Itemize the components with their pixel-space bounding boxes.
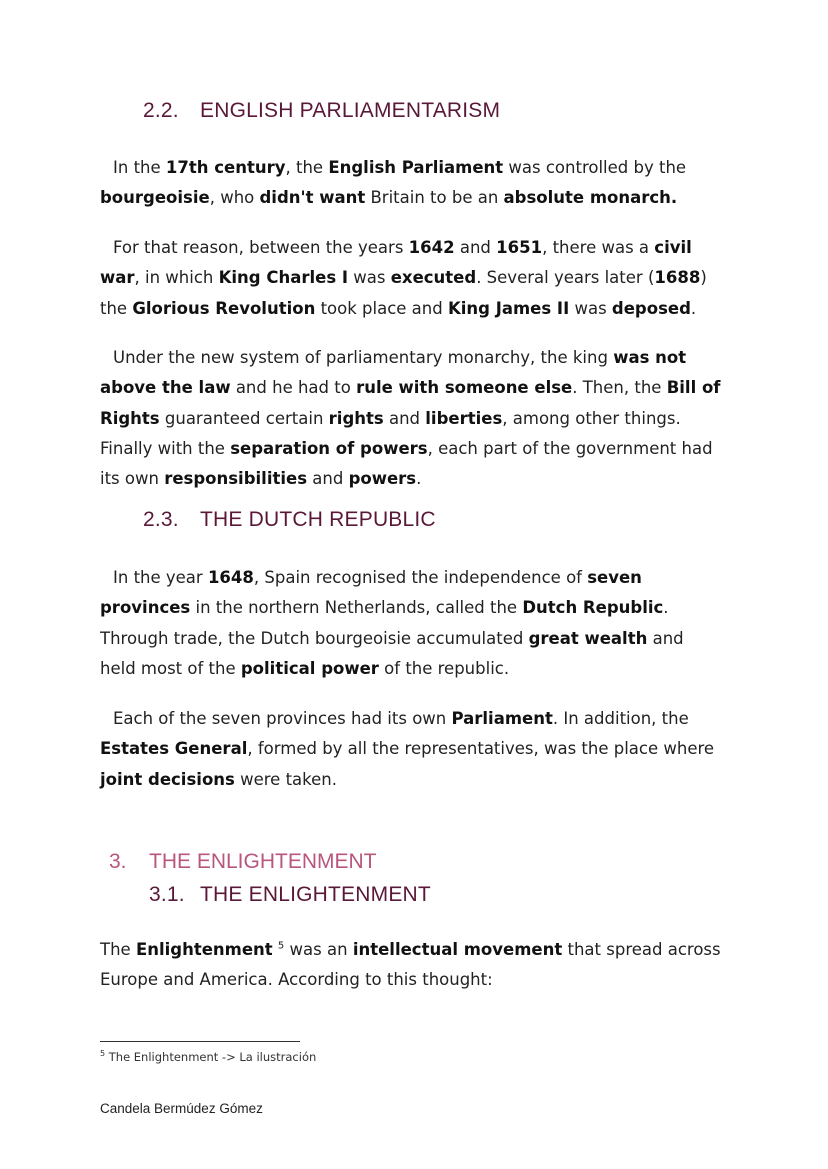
footnote-text: The Enlightenment -> La ilustración bbox=[105, 1050, 317, 1064]
bold-term: Estates General bbox=[100, 739, 248, 759]
bold-term: Parliament bbox=[451, 709, 553, 728]
footnote bbox=[100, 1050, 316, 1064]
bold-term: Dutch Republic bbox=[522, 598, 664, 618]
bold-term: 1642 bbox=[408, 238, 455, 257]
section-heading-dutch-republic bbox=[143, 508, 436, 532]
chapter-number: 3. bbox=[109, 850, 127, 873]
bold-term: absolute monarch. bbox=[503, 188, 678, 208]
bold-term: intellectual movement bbox=[352, 940, 563, 959]
footnote-mark: 5 bbox=[100, 1049, 106, 1059]
bold-term: Enlightenment bbox=[135, 940, 273, 959]
section-number: 3.1. bbox=[149, 883, 185, 906]
bold-term: rule with someone else bbox=[356, 378, 573, 398]
bold-term: King Charles I bbox=[218, 268, 349, 288]
bold-term: executed bbox=[390, 268, 477, 288]
section-title: THE ENLIGHTENMENT bbox=[200, 883, 431, 906]
bold-term: deposed bbox=[611, 298, 691, 318]
paragraph: In the year 1648, Spain recognised the independence of seven provinces in the northern Netherlands, called the Dutch Republic. Through trade, the Dutch bourgeoisie accumulated great wealth and held most of the political power of the republic. bbox=[100, 568, 684, 678]
paragraph: Each of the seven provinces had its own Parliament. In addition, the Estates General, formed by all the representatives, was the place where joint decisions were taken. bbox=[100, 709, 715, 789]
bold-term: great wealth bbox=[528, 628, 648, 648]
footnote-reference: 5 bbox=[277, 940, 285, 952]
bold-term: political power bbox=[240, 658, 379, 678]
footnote-divider bbox=[100, 1041, 300, 1042]
paragraph: For that reason, between the years 1642 and 1651, there was a civil war, in which King Charles I was executed. Several years later (1688) the Glorious Revolution took place and King James II was deposed. bbox=[100, 238, 707, 318]
bold-term: 1651 bbox=[496, 238, 543, 257]
bold-term: 1688 bbox=[654, 268, 701, 288]
bold-term: Glorious Revolution bbox=[132, 298, 316, 318]
paragraph: The Enlightenment $^5$ was an intellectual movement that spread across Europe and America. According to this thought: bbox=[100, 940, 721, 990]
bold-term: bourgeoisie bbox=[100, 188, 210, 208]
paragraph: In the 17th century, the English Parliament was controlled by the bourgeoisie, who didn't want Britain to be an absolute monarch. bbox=[100, 158, 687, 208]
bold-term: civil war bbox=[100, 238, 692, 288]
bold-term: responsibilities bbox=[164, 469, 308, 489]
bold-term: was not above the law bbox=[100, 348, 687, 398]
bold-term: seven provinces bbox=[100, 568, 642, 618]
section-title: ENGLISH PARLIAMENTARISM bbox=[200, 99, 501, 122]
section-heading-english-parliamentarism bbox=[143, 99, 500, 123]
bold-term: rights bbox=[328, 408, 384, 428]
chapter-title: THE ENLIGHTENMENT bbox=[149, 850, 377, 873]
bold-term: powers bbox=[348, 469, 417, 489]
paragraph: Under the new system of parliamentary monarchy, the king was not above the law and he had to rule with someone else. Then, the Bill of Rights guaranteed certain rights and liberties, among other things. Finally with the separation of powers, each part of the government had its own responsibilities and powers. bbox=[100, 348, 721, 489]
section-title: THE DUTCH REPUBLIC bbox=[200, 508, 436, 531]
section-number: 2.2. bbox=[143, 99, 179, 122]
bold-term: separation of powers bbox=[230, 438, 428, 458]
footer-author: Candela Bermúdez Gómez bbox=[100, 1101, 263, 1116]
section-number: 2.3. bbox=[143, 508, 179, 531]
bold-term: King James II bbox=[447, 298, 570, 318]
bold-term: joint decisions bbox=[100, 769, 235, 789]
bold-term: 17th century bbox=[165, 158, 286, 177]
section-heading-enlightenment bbox=[149, 883, 431, 907]
bold-term: didn't want bbox=[259, 188, 366, 208]
bold-term: English Parliament bbox=[328, 158, 504, 177]
bold-term: Bill of Rights bbox=[100, 378, 721, 428]
bold-term: liberties bbox=[425, 408, 503, 428]
chapter-heading-enlightenment bbox=[109, 850, 377, 874]
bold-term: 1648 bbox=[207, 568, 254, 587]
